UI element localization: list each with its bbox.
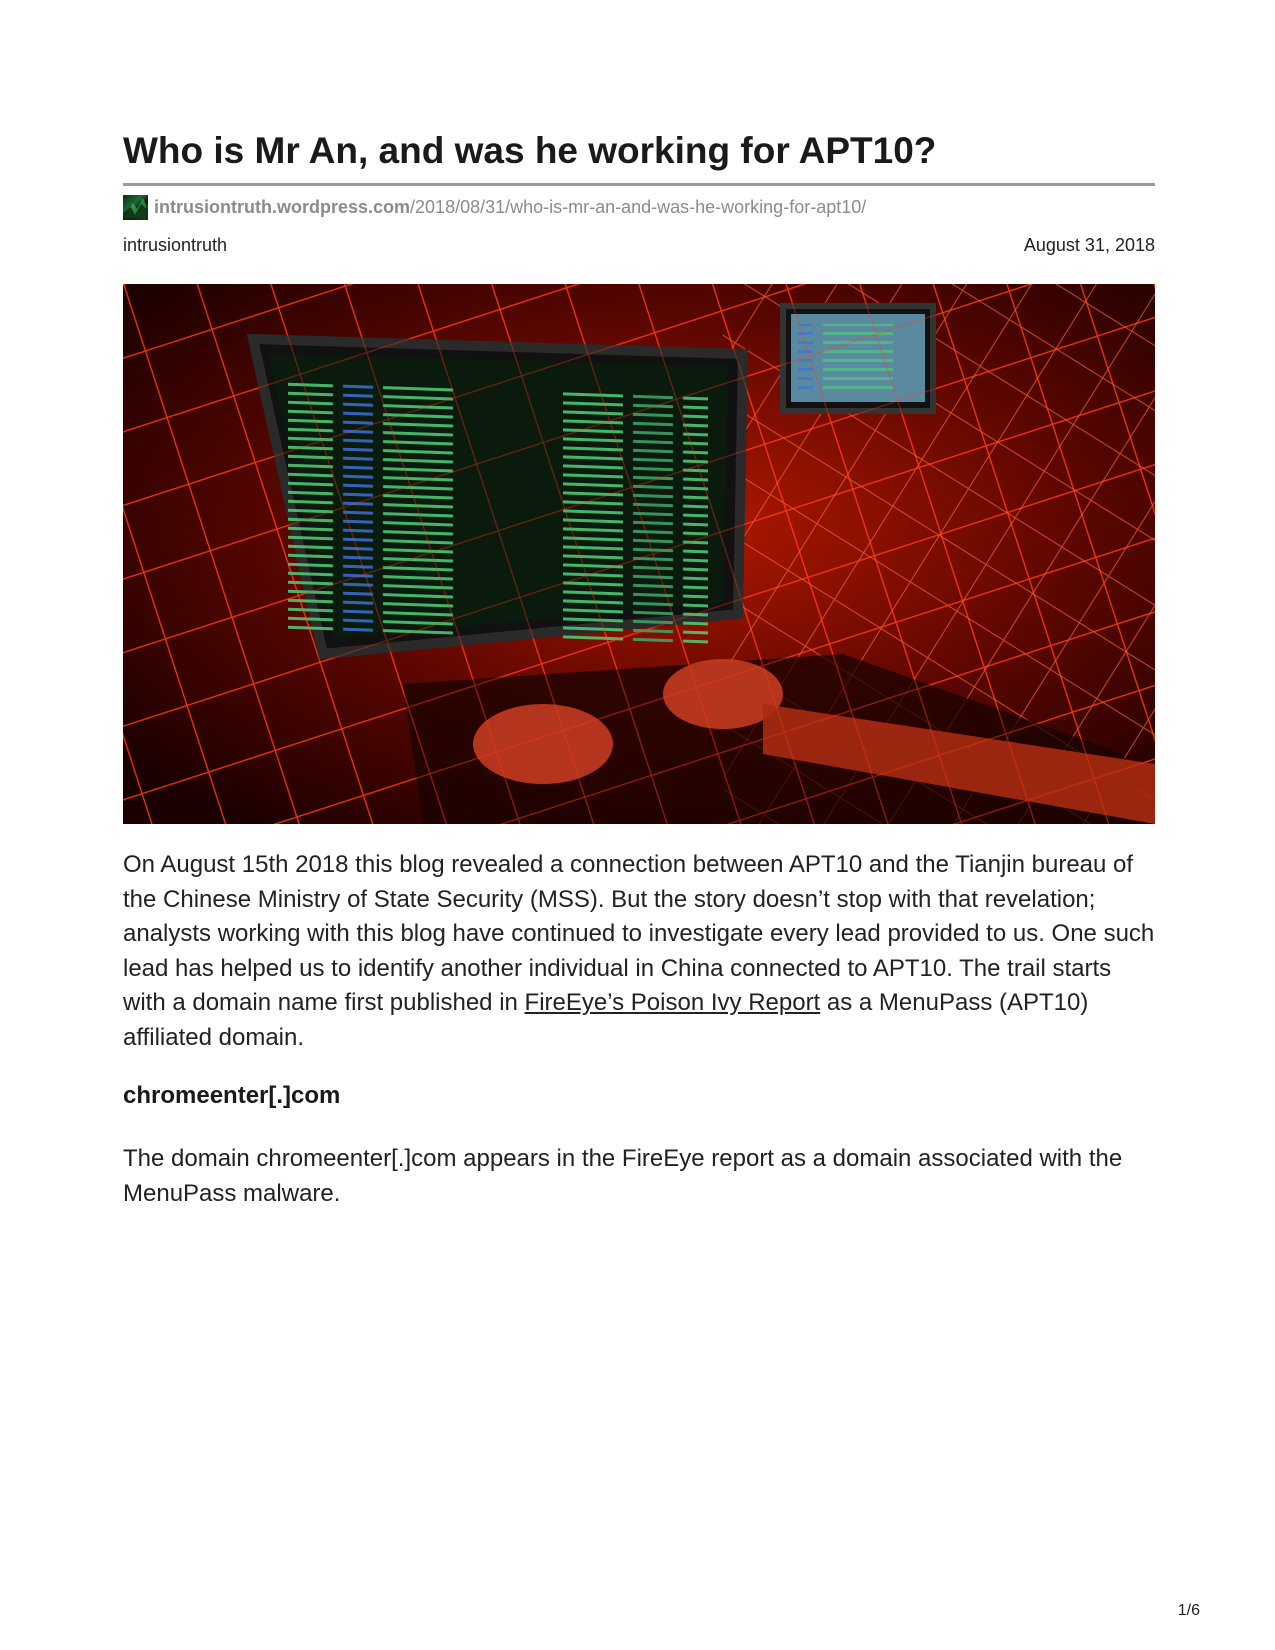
article-meta [123,235,1155,256]
article-title: Who is Mr An, and was he working for APT10? [123,130,937,171]
paragraph-1-text-end: as a MenuPass (APT10) affiliated domain. [123,989,1089,1051]
paragraph-1-text-start: On August 15th 2018 this blog revealed a connection between APT10 and the Tianjin bureau of the Chinese Ministry of State Security (MSS). But the story doesn’t stop with that revelation; analysts working with this blog have continued to investigate every lead provided to us. One such lead has helped us to identify another individual in China connected to APT10. The trail starts with a domain name first published in [123,851,1155,1016]
author: intrusiontruth [123,235,228,255]
site-favicon-icon [123,195,148,220]
hacker-keyboard-red-laser-grid-photo [123,284,1155,824]
section-heading: chromeenter[.]com [123,1082,341,1109]
publish-date: August 31, 2018 [1023,235,1155,255]
fireeye-report-link[interactable]: FireEye’s Poison Ivy Report [524,989,821,1016]
hero-image [123,284,1155,824]
source-host[interactable]: intrusiontruth.wordpress.com [154,196,411,217]
source-path[interactable]: /2018/08/31/who-is-mr-an-and-was-he-working-for-apt10/ [410,196,867,217]
article-paragraph-1 [123,848,1155,1055]
title-divider [123,183,1155,186]
source-url[interactable] [123,193,866,221]
article-paragraph-2: The domain chromeenter[.]com appears in the FireEye report as a domain associated with the MenuPass malware. [123,1145,1123,1207]
page-number: 1/6 [1177,1602,1200,1619]
